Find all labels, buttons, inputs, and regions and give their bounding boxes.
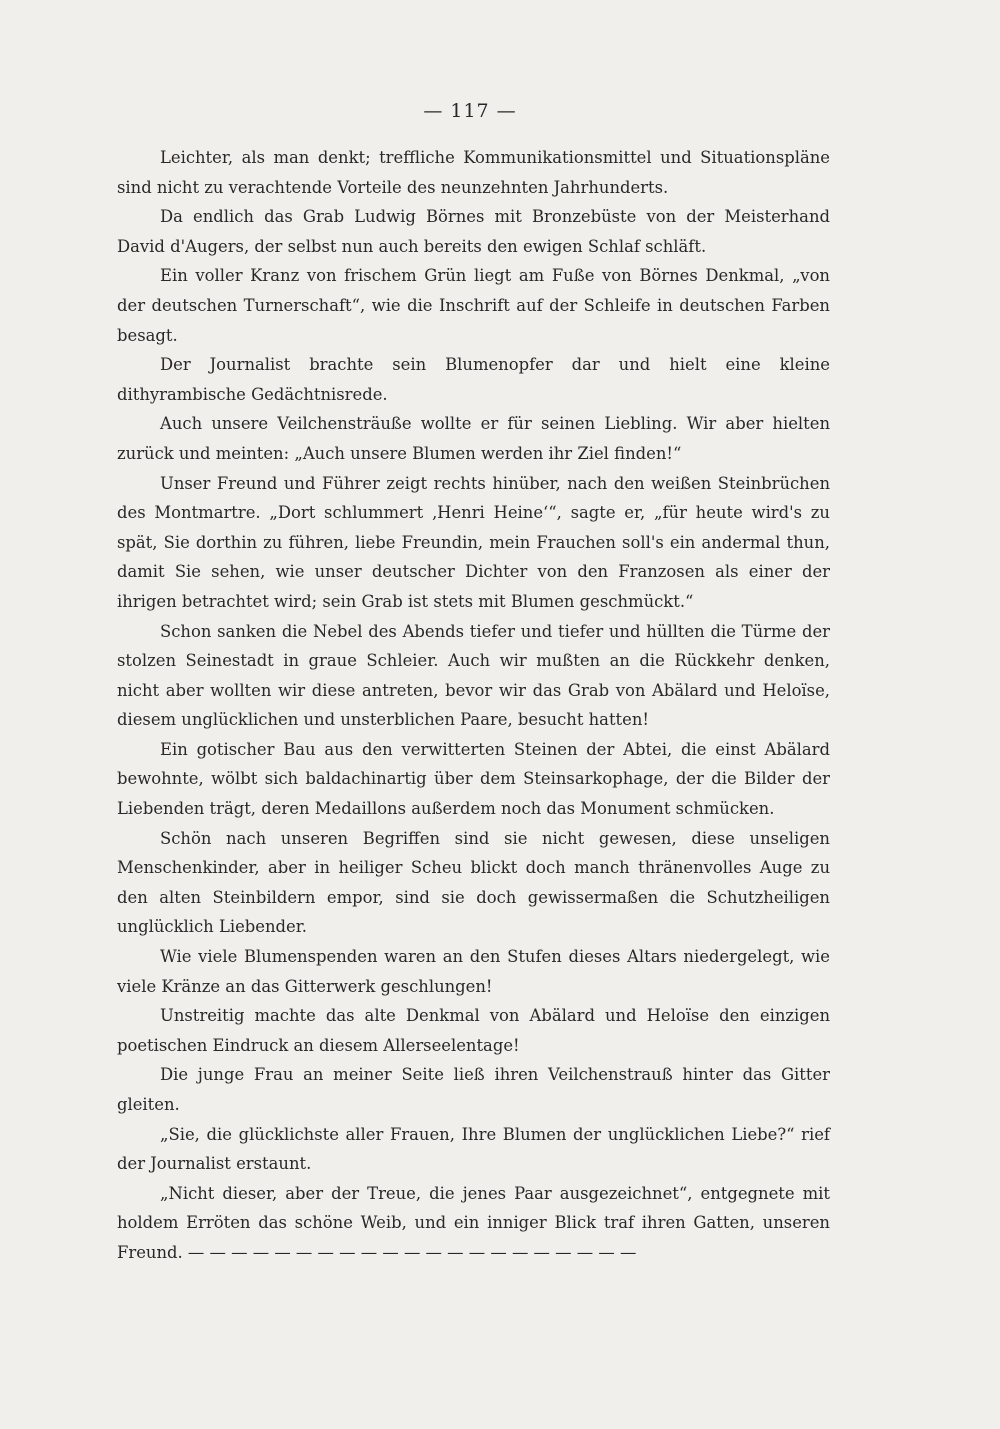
- paragraph: Ein voller Kranz von frischem Grün liegt am Fuße von Börnes Denkmal, „von der deutschen Turnerschaft“, wie die Inschrift auf der Schleife in deutschen Farben besagt.: [117, 266, 830, 345]
- paragraph: Unser Freund und Führer zeigt rechts hinüber, nach den weißen Steinbrüchen des Montmartre. „Dort schlummert ‚Henri Heine‘“, sagte er, „für heute wird's zu spät, Sie dorthin zu führen, liebe Freundin, mein Frauchen soll's ein andermal thun, damit Sie sehen, wie unser deutscher Dichter von den Franzosen als einer der ihrigen betrachtet wird; sein Grab ist stets mit Blumen geschmückt.“: [117, 473, 830, 611]
- paragraph: Leichter, als man denkt; treffliche Kommunikationsmittel und Situationspläne sind nicht zu verachtende Vorteile des neunzehnten Jahrhunderts.: [117, 148, 830, 197]
- paragraph: Ein gotischer Bau aus den verwitterten Steinen der Abtei, die einst Abälard bewohnte, wölbt sich baldachinartig über dem Steinsarkophage, der die Bilder der Liebenden trägt, deren Medaillons außerdem noch das Monument schmücken.: [117, 739, 830, 819]
- paragraph: „Sie, die glücklichste aller Frauen, Ihre Blumen der unglücklichen Liebe?“ rief der Journalist erstaunt.: [117, 1124, 830, 1174]
- paragraph: Schon sanken die Nebel des Abends tiefer und tiefer und hüllten die Türme der stolzen Seinestadt in graue Schleier. Auch wir mußten an die Rückkehr denken, nicht aber wollten wir diese antreten, bevor wir das Grab von Abälard und Heloïse, diesem unglücklichen und unsterblichen Paare, besucht hatten!: [117, 621, 830, 730]
- paragraph: Der Journalist brachte sein Blumenopfer dar und hielt eine kleine dithyrambische Gedächtnisrede.: [117, 355, 830, 404]
- paragraph: Unstreitig machte das alte Denkmal von Abälard und Heloïse den einzigen poetischen Eindruck an diesem Allerseelentage!: [117, 1006, 830, 1055]
- page-number: — 117 —: [423, 100, 517, 122]
- paragraph: „Nicht dieser, aber der Treue, die jenes Paar ausgezeichnet“, entgegnete mit holdem Erröten das schöne Weib, und ein inniger Blick traf ihren Gatten, unseren Freund. — — — — — — — — — — — — — — — — — — — — —: [117, 1183, 830, 1262]
- paragraph: Wie viele Blumenspenden waren an den Stufen dieses Altars niedergelegt, wie viele Kränze an das Gitterwerk geschlungen!: [117, 947, 830, 996]
- paragraph: Auch unsere Veilchensträuße wollte er für seinen Liebling. Wir aber hielten zurück und meinten: „Auch unsere Blumen werden ihr Ziel finden!“: [117, 414, 830, 463]
- paragraph: Die junge Frau an meiner Seite ließ ihren Veilchenstrauß hinter das Gitter gleiten.: [117, 1065, 830, 1114]
- body-text: [117, 143, 830, 1268]
- paragraph: Da endlich das Grab Ludwig Börnes mit Bronzebüste von der Meisterhand David d'Augers, der selbst nun auch bereits den ewigen Schlaf schläft.: [117, 207, 830, 256]
- paragraph: Schön nach unseren Begriffen sind sie nicht gewesen, diese unseligen Menschenkinder, aber in heiliger Scheu blickt doch manch thränenvolles Auge zu den alten Steinbildern empor, sind sie doch gewissermaßen die Schutzheiligen unglücklich Liebender.: [117, 828, 830, 937]
